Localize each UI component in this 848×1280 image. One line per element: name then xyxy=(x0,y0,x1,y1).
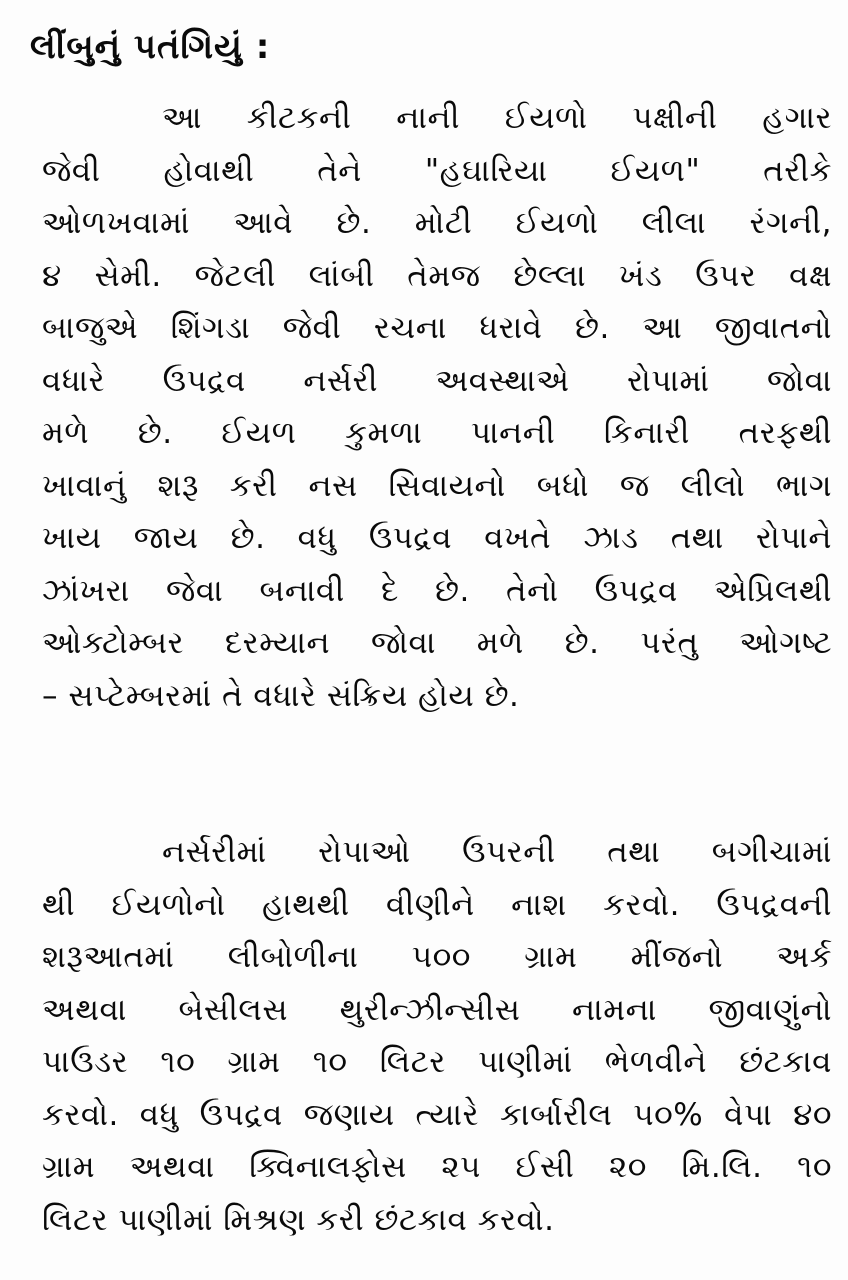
text-line: બાજુએ શિંગડા જેવી રચના ધરાવે છે. આ જીવાતનો xyxy=(42,310,832,346)
text-line: થી ઈયળોનો હાથથી વીણીને નાશ કરવો. ઉપદ્રવની xyxy=(42,886,832,923)
text-line: શરૂઆતમાં લીબોળીના ૫૦૦ ગ્રામ મીંજનો અર્ક xyxy=(42,939,832,975)
text-line: ખાવાનું શરૂ કરી નસ સિવાયનો બધો જ લીલો ભાગ xyxy=(42,467,832,504)
text-line: ગ્રામ અથવા ક્વિનાલફોસ ૨૫ ઈસી ૨૦ મિ.લિ. ૧૦ xyxy=(42,1149,832,1185)
text-line: ખાય જાય છે. વધુ ઉપદ્રવ વખતે ઝાડ તથા રોપાને xyxy=(42,520,832,556)
paragraph-description xyxy=(42,92,832,722)
text-line: મળે છે. ઈયળ કુમળા પાનની કિનારી તરફથી xyxy=(42,415,832,451)
section-heading: લીંબુનું પતંગિયું : xyxy=(30,27,271,67)
text-line: કરવો. વધુ ઉપદ્રવ જણાય ત્યારે કાર્બારીલ ૫૦% વેપા ૪૦ xyxy=(42,1096,832,1133)
text-line: આ કીટકની નાની ઈયળો પક્ષીની હગાર xyxy=(162,100,832,136)
paragraph-control-measures xyxy=(42,826,832,1246)
text-line: પાઉડર ૧૦ ગ્રામ ૧૦ લિટર પાણીમાં ભેળવીને છંટકાવ xyxy=(42,1044,832,1080)
text-line: ઝાંખરા જેવા બનાવી દે છે. તેનો ઉપદ્રવ એપ્રિલથી xyxy=(42,572,832,609)
text-line: લિટર પાણીમાં મિશ્રણ કરી છંટકાવ કરવો. xyxy=(42,1201,555,1238)
text-line: અથવા બેસીલસ થુરીન્ઝીન્સીસ નામના જીવાણુંનો xyxy=(42,991,832,1028)
text-line: નર્સરીમાં રોપાઓ ઉપરની તથા બગીચામાં xyxy=(162,834,832,870)
text-line: ૪ સેમી. જેટલી લાંબી તેમજ છેલ્લા ખંડ ઉપર વક્ષ xyxy=(42,257,832,294)
text-line: ઓક્ટોમ્બર દરમ્યાન જોવા મળે છે. પરંતુ ઓગષ્ટ xyxy=(42,625,832,661)
text-line: ઓળખવામાં આવે છે. મોટી ઈયળો લીલા રંગની, xyxy=(42,205,832,241)
text-line: જેવી હોવાથી તેને "હઘારિયા ઈયળ" તરીકે xyxy=(42,152,832,189)
text-line: વધારે ઉપદ્રવ નર્સરી અવસ્થાએ રોપામાં જોવા xyxy=(42,362,832,399)
text-line: – સપ્ટેમ્બરમાં તે વધારે સંક્રિય હોય છે. xyxy=(42,677,520,714)
